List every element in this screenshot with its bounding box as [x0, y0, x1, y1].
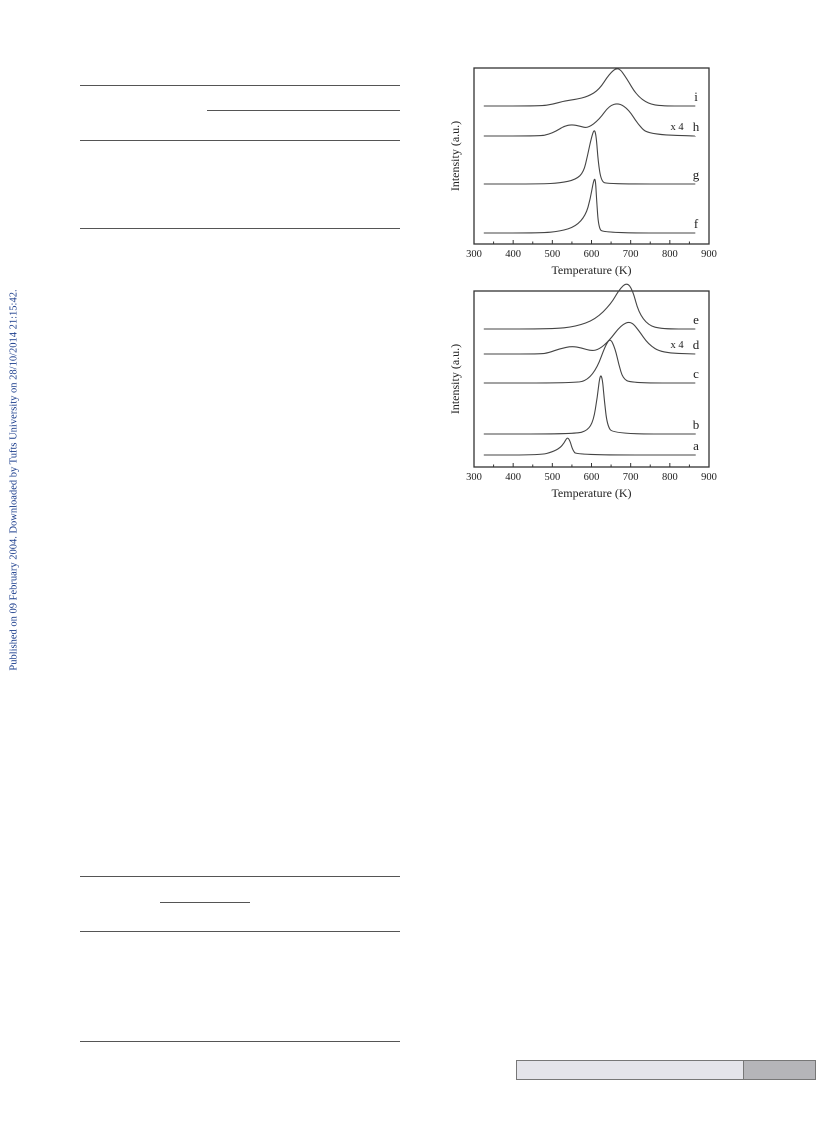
- table-1-span-rule: [207, 110, 400, 111]
- table-2-top-rule: [80, 876, 400, 877]
- download-watermark-text: Published on 09 February 2004. Downloaded by Tufts University on 28/10/2014 21:15:42.: [8, 289, 20, 671]
- plot-frame: [474, 291, 709, 467]
- curve-label-b: b: [692, 417, 700, 432]
- curve-label-i: i: [694, 89, 698, 104]
- curve-label-f: f: [693, 216, 699, 231]
- curve-i: [484, 69, 696, 106]
- curve-h: [484, 104, 696, 136]
- table-1-bottom-rule: [80, 228, 400, 229]
- x-tick-label: 400: [505, 249, 522, 260]
- curve-d: [484, 322, 696, 354]
- table-2-header-rule: [80, 931, 400, 932]
- x-tick-label: 600: [583, 472, 600, 483]
- curve-f: [484, 179, 696, 233]
- curve-scale-annotation: x 4: [670, 122, 684, 133]
- curve-label-c: c: [693, 366, 699, 381]
- curve-a: [484, 438, 696, 455]
- download-watermark: [6, 285, 22, 675]
- x-tick-label: 500: [544, 249, 561, 260]
- curve-scale-annotation: x 4: [670, 340, 684, 351]
- curve-c: [484, 340, 696, 383]
- page-footer-bar: [516, 1060, 816, 1080]
- x-tick-label: 900: [701, 472, 717, 483]
- tpd-chart-bottom-svg: [440, 283, 730, 508]
- curve-label-a: a: [693, 438, 699, 453]
- x-tick-label: 500: [544, 472, 561, 483]
- curve-b: [484, 376, 696, 434]
- x-tick-label: 300: [466, 472, 482, 483]
- x-tick-label: 800: [661, 249, 678, 260]
- curve-label-g: g: [692, 167, 700, 182]
- x-tick-label: 400: [505, 472, 522, 483]
- x-tick-label: 800: [661, 472, 678, 483]
- table-1-header-rule: [80, 140, 400, 141]
- table-1-top-rule: [80, 85, 400, 86]
- x-tick-label: 600: [583, 249, 600, 260]
- tpd-chart-bottom: [440, 283, 730, 508]
- x-tick-label: 900: [701, 249, 717, 260]
- y-axis-label: Intensity (a.u.): [448, 343, 462, 415]
- table-2-bottom-rule: [80, 1041, 400, 1042]
- curve-label-e: e: [693, 312, 699, 327]
- x-tick-label: 700: [622, 472, 639, 483]
- x-tick-label: 300: [466, 249, 482, 260]
- x-axis-label: Temperature (K): [551, 486, 632, 500]
- tpd-chart-top-svg: [440, 60, 730, 285]
- table-2-span-rule: [160, 902, 250, 903]
- y-axis-label: Intensity (a.u.): [448, 120, 462, 192]
- x-tick-label: 700: [622, 249, 639, 260]
- footer-bar-right: [744, 1061, 815, 1079]
- curve-label-h: h: [692, 119, 700, 134]
- tpd-chart-top: [440, 60, 730, 285]
- curve-g: [484, 131, 696, 184]
- x-axis-label: Temperature (K): [551, 263, 632, 277]
- footer-bar-left: [517, 1061, 744, 1079]
- curve-label-d: d: [692, 337, 700, 352]
